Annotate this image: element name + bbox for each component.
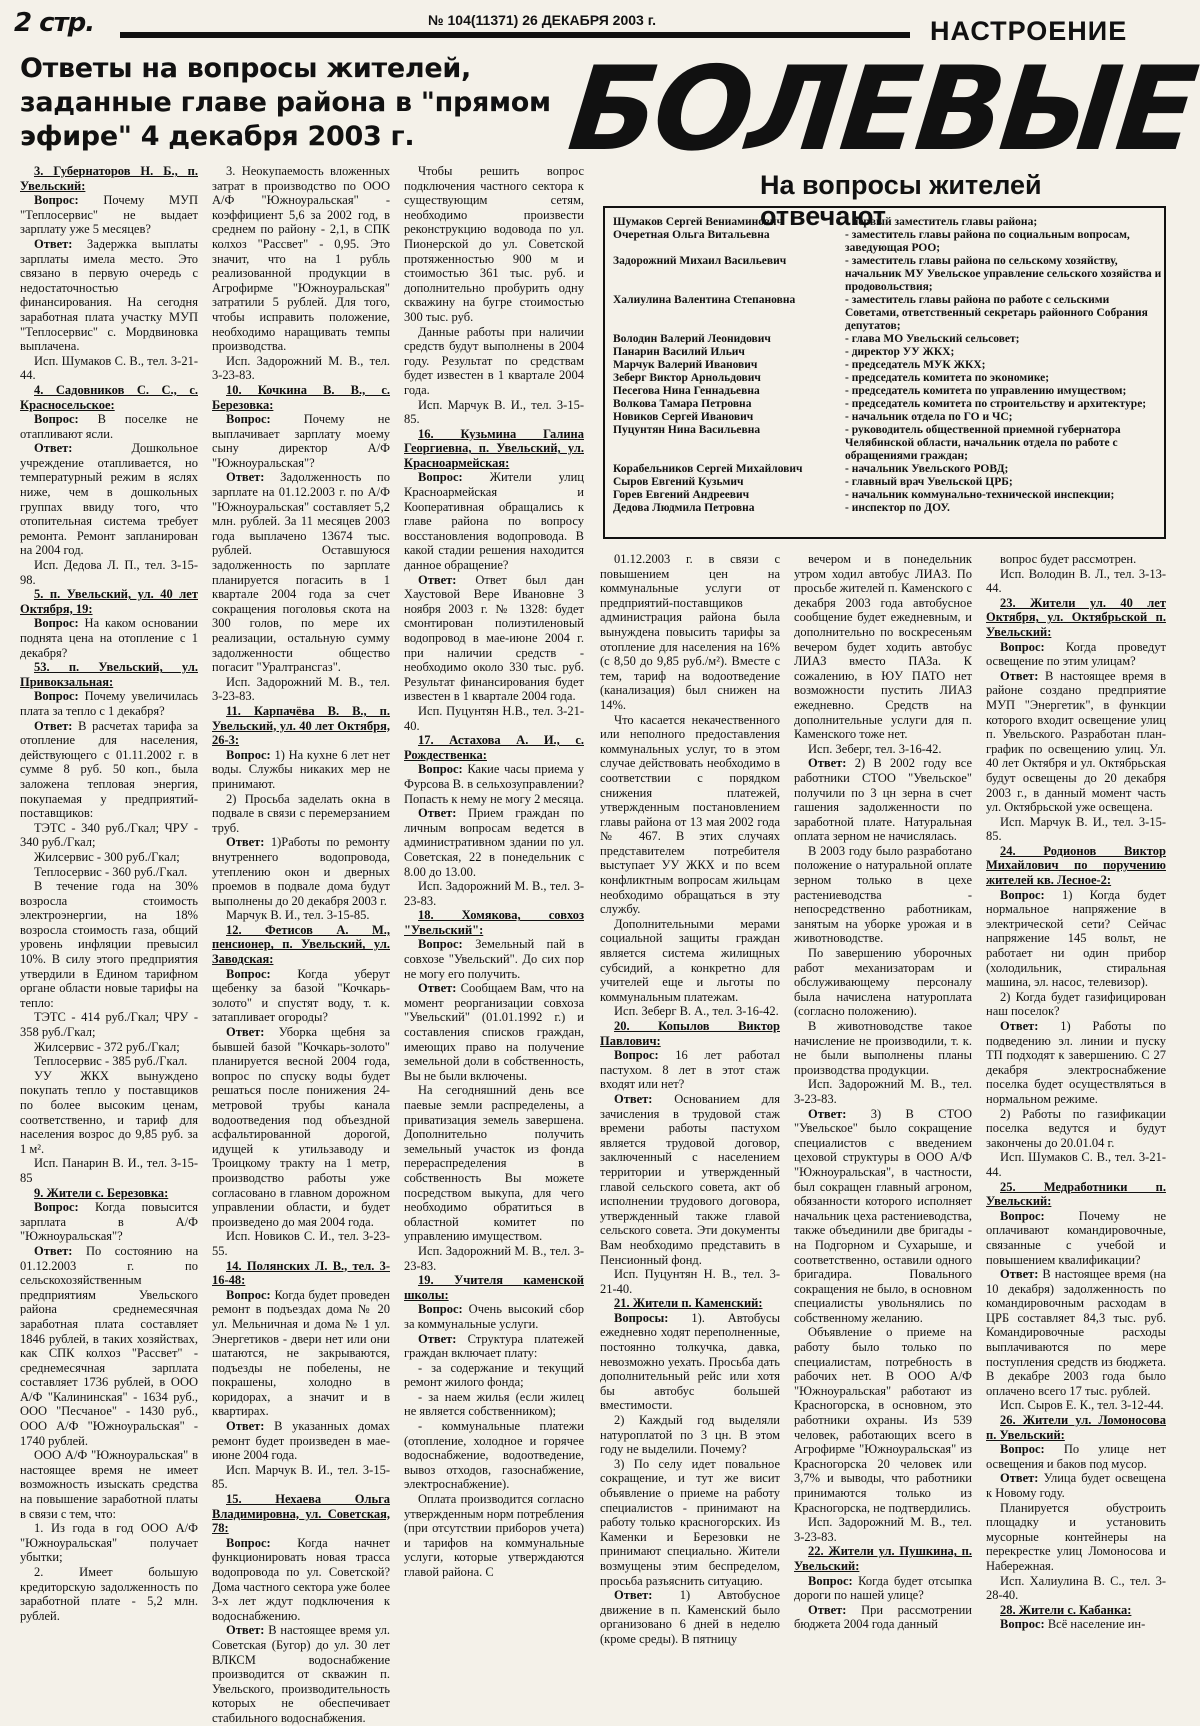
qa-label: Ответ: (418, 572, 457, 587)
qa-label: Ответ: (34, 718, 73, 733)
qa-label: Ответ: (226, 1623, 265, 1638)
responders-box (603, 206, 1166, 539)
qa-label: Ответ: (418, 981, 457, 996)
responder-role: - главный врач Увельской ЦРБ; (845, 476, 1013, 488)
qa-label: Ответ: (226, 1419, 265, 1434)
qa-paragraph (404, 573, 584, 704)
question-author: 16. Кузьмина Галина Георгиевна, п. Увельский, ул. Красноармейская: (404, 426, 584, 470)
paragraph: Марчук В. И., тел. 3-15-85. (226, 908, 370, 923)
paragraph: 3. Неокупаемость вложенных затрат в производство по ООО А/Ф "Южноуральская" - коэффициент 5,6 за 2002 год, в среднем по району - 2,1, в СПК колхоз "Рассвет" - 0,95. Это значит, что на 1 рубль реализованной продукции в Агрофирме "Южноуральская" затратили 5 рублей. Для того, чтобы исправить положение, необходимо наращивать темпы производства. (212, 164, 390, 354)
paragraph: Чтобы решить вопрос подключения частного сектора к существующим сетям, необходимо произвести реконструкцию водовода по ул. Пионерской до ул. Советской протяженностью 900 м и стоимостью 361 тыс. руб. и дополнительно пробурить одну скважину на бугре стоимостью 300 тыс. руб. (404, 164, 584, 324)
qa-text: Когда начнет функционировать новая трасса водопровода по ул. Советской? Дома частного сектора уже более 3-х лет ждут подключения к водоснабжению. (212, 1535, 390, 1623)
question-author: 12. Фетисов А. М., пенсионер, п. Увельский, ул. Заводская: (212, 922, 390, 967)
paragraph: ТЭТС - 414 руб./Гкал; ЧРУ - 358 руб./Гкал; (20, 1010, 198, 1040)
qa-paragraph (600, 1048, 780, 1092)
paragraph: Исп. Шумаков С. В., тел. 3-21-44. (986, 1150, 1166, 1179)
paragraph: На сегодняшний день все паевые земли распределены, а приватизация земель завершена. Дополнительно получить земельный участок из фонда перераспределения в собственность Вы можете посредством выкупа, для чего необходимо обратиться в областной комитет по управлению имуществом. (404, 1083, 584, 1244)
responder-name: Волкова Тамара Петровна (613, 398, 752, 410)
rubric-title: НАСТРОЕНИЕ (930, 16, 1128, 46)
qa-paragraph (20, 441, 198, 558)
qa-paragraph (212, 835, 390, 908)
qa-paragraph (212, 412, 390, 470)
question-author: 19. Учителя каменской школы: (404, 1273, 584, 1302)
qa-paragraph (212, 1536, 390, 1624)
qa-text: Почему не оплачивают командировочные, связанные с учебой и повышением квалификации? (986, 1208, 1166, 1267)
qa-text: Когда повысится зарплата в А/Ф "Южноуральская"? (20, 1200, 198, 1244)
qa-label: Вопрос: (1000, 1208, 1045, 1223)
question-author: 25. Медработники п. Увельский: (986, 1179, 1166, 1209)
responder-name: Очеретная Ольга Витальевна (613, 229, 770, 241)
qa-paragraph (600, 1311, 780, 1413)
qa-paragraph (404, 1332, 584, 1361)
qa-text: 3) В СТОО "Увельское" было сокращение специалистов с введением цеховой структуры в ООО А/Ф "Южноуральская", в частности, был сокращен главный агроном, обязанности которого исполняет начальник цеха растениеводства, также объединили две бригады - на Подгорном и Сухарыше, и соответственно, оставили одного бригадира. Повального сокращения не было, в основном специалисты увольнялись по собственному желанию. (794, 1106, 972, 1325)
qa-paragraph (212, 1419, 390, 1463)
qa-label: Вопрос: (418, 1302, 463, 1317)
text-column-4 (600, 552, 780, 1656)
qa-text: 1). Автобусы ежедневно ходят переполненные, постоянно толкучка, давка, невозможно уехать. Просьба дать дополнительный рейс или хотя бы автобус большей вместимости. (600, 1310, 780, 1413)
qa-label: Вопрос: (226, 412, 271, 427)
qa-label: Ответ: (34, 441, 73, 456)
question-author: 14. Полянских Л. В., тел. 3-16-48: (212, 1258, 390, 1288)
paragraph: В животноводстве такое начисление не производили, т. к. не были выполнены планы производства продукции. (794, 1019, 972, 1077)
text-column-6 (986, 552, 1166, 1656)
qa-label: Вопрос: (226, 966, 271, 981)
paragraph: Исп. Зеберг В. А., тел. 3-16-42. (614, 1004, 779, 1019)
qa-text: В указанных домах ремонт будет произведен в мае-июне 2004 года. (212, 1419, 390, 1463)
question-author: 4. Садовников С. С., с. Красносельское: (20, 382, 198, 412)
qa-text: Когда проведут освещение по этим улицам? (986, 639, 1166, 669)
qa-paragraph (212, 1288, 390, 1419)
responders-subhead: На вопросы жителей отвечают (760, 170, 1042, 231)
qa-text: При рассмотрении бюджета 2004 года данный (794, 1602, 972, 1632)
issue-info: № 104(11371) 26 ДЕКАБРЯ 2003 г. (428, 12, 657, 28)
paragraph: Исп. Задорожний М. В., тел. 3-23-83. (212, 353, 390, 383)
paragraph: Данные работы при наличии средств будут выполнены в 2004 году. Результат по средствам будет известен в 1 квартале 2004 года. (404, 324, 584, 397)
qa-label: Вопрос: (226, 1287, 271, 1302)
qa-paragraph (20, 719, 198, 821)
qa-paragraph (986, 669, 1166, 815)
qa-text: Почему увеличилась плата за тепло с 1 декабря? (20, 689, 198, 718)
qa-text: В настоящее время в районе создано предприятие МУП "Энергетик", в функции которого входит освещение улиц п. Увельского. Разработан план-график по освещению улиц. Ул. 40 лет Октября и ул. Октябрьская будут освещены до 20 декабря 2003 г., в данный момент часть ул. Октябрьской уже освещена. (986, 668, 1166, 815)
paragraph: 2. Имеет большую кредиторскую задолженность по заработной плате - 5,2 млн. рублей. (20, 1565, 198, 1623)
responder-role: - заместитель главы района по работе с сельскими Советами, ответственный секретарь районного Собрания депутатов; (845, 294, 1148, 332)
qa-text: Когда уберут щебенку за базой "Кочкарь-золото" и спустят воду, т. к. затапливает огороды? (212, 966, 390, 1025)
qa-text: 1) Работы по подведению эл. линии и пуску ТП подходят к завершению. С 27 декабря электроснабжение поселка будет осуществляться в нормальном режиме. (986, 1019, 1166, 1106)
qa-text: Почему МУП "Теплосервис" не выдает зарплату уже 5 месяцев? (20, 193, 198, 237)
qa-label: Вопрос: (226, 1535, 271, 1550)
qa-label: Ответ: (34, 236, 73, 251)
paragraph: Исп. Дедова Л. П., тел. 3-15-98. (20, 558, 198, 587)
qa-paragraph (20, 412, 198, 441)
responder-name: Песегова Нина Геннадьевна (613, 385, 760, 397)
qa-paragraph (212, 1623, 390, 1725)
qa-label: Ответ: (1000, 1471, 1039, 1486)
qa-label: Ответ: (1000, 1267, 1039, 1282)
question-author: 17. Астахова А. И., с. Рождественка: (404, 733, 584, 762)
paragraph: Исп. Пуцунтян Н. В., тел. 3-21-40. (600, 1267, 780, 1296)
qa-paragraph (404, 937, 584, 981)
qa-text: Задолженность по зарплате на 01.12.2003 г. по А/Ф "Южноуральская" составляет 5,2 млн. рублей. За 11 месяцев 2003 года выплачено 13674 тыс. рублей. Оставшуюся задолженность по зарплате планируется погасить в 1 квартале 2004 года за счет сокращения поголовья скота на 300 голов, по мере их реализации, остальную сумму задолженности общество погасит "Уралтрансгаз". (212, 470, 390, 675)
qa-text: 1) Когда будет нормальное напряжение в электрической сети? Сейчас напряжение 145 вольт, не работает ни один прибор (холодильник, стиральная машина, эл. насос, телевизор). (986, 887, 1166, 990)
paragraph: Исп. Задорожний М. В., тел. 3-23-83. (794, 1515, 972, 1544)
qa-text: Почему не выплачивает зарплату моему сыну директор А/Ф "Южноуральская"? (212, 412, 390, 470)
question-author: 53. п. Увельский, ул. Привокзальная: (20, 660, 198, 689)
responder-role: - председатель комитета по экономике; (845, 372, 1050, 384)
paragraph: 2) Каждый год выделяли натуроплатой по 3 цн. В этом году не выделили. Почему? (600, 1413, 780, 1457)
paragraph: Исп. Задорожний М. В., тел. 3-23-83. (404, 1243, 584, 1273)
responder-name: Пуцунтян Нина Васильевна (613, 424, 761, 436)
qa-text: 1)Работы по ремонту внутреннего водопровода, утеплению окон и дверных проемов в подвале дома будут выполнены до 20 декабря 2003 г. (212, 835, 390, 908)
paragraph: - за содержание и текущий ремонт жилого фонда; (404, 1360, 584, 1390)
paragraph: 2) Просьба заделать окна в подвале в связи с перемерзанием труб. (212, 791, 390, 835)
qa-text: Всё население ин- (1044, 1617, 1146, 1632)
qa-paragraph (20, 1200, 198, 1244)
qa-label: Вопрос: (34, 616, 79, 631)
paragraph: 3) По селу идет повальное сокращение, и тут же висит объявление о приеме на работу специалистов - принимают на работу только красногорских. Из Каменки и Березовки не принимают специально. Жители возмущены этим беспределом, просьба разъяснить ситуацию. (600, 1456, 780, 1588)
paragraph: Теплосервис - 360 руб./Гкал. (34, 864, 188, 879)
paragraph: Исп. Шумаков С. В., тел. 3-21-44. (20, 353, 198, 383)
responder-role: - начальник коммунально-технической инспекции; (845, 489, 1115, 501)
qa-paragraph (404, 762, 584, 806)
qa-text: Задержка выплаты зарплаты имела место. Это связано в первую очередь с недостаточностью финансирования. На сегодня заработная плата участку МУП "Теплосервис" с. Мордвиновка выплачена. (20, 236, 198, 354)
paragraph: вопрос будет рассмотрен. (1000, 552, 1137, 566)
responder-name: Марчук Валерий Иванович (613, 359, 758, 371)
responder-name: Шумаков Сергей Вениаминович (613, 216, 784, 228)
paragraph: По завершению уборочных работ механизаторам и обслуживающему персоналу была начислена натуроплата (согласно положению). (794, 946, 972, 1019)
paragraph: Исп. Марчук В. И., тел. 3-15-85. (986, 814, 1166, 844)
qa-label: Ответ: (34, 1243, 73, 1258)
question-author: 21. Жители п. Каменский: (614, 1296, 763, 1311)
paragraph: 1. Из года в год ООО А/Ф "Южноуральская" получает убытки; (20, 1521, 198, 1565)
responder-role: - председатель комитета по строительству и архитектуре; (845, 398, 1147, 410)
qa-paragraph (404, 1302, 584, 1331)
qa-label: Вопрос: (34, 412, 79, 427)
qa-paragraph (600, 1588, 780, 1646)
qa-paragraph (794, 1574, 972, 1603)
responder-name: Володин Валерий Леонидович (613, 333, 771, 345)
paragraph: В 2003 году было разработано положение о натуральной оплате зерном только в цехе растениеводства - непосредственно работникам, занятым на уборке урожая и в животноводстве. (794, 843, 972, 946)
qa-label: Вопрос: (226, 747, 271, 762)
qa-text: Улица будет освещена к Новому году. (986, 1471, 1166, 1500)
paragraph: - коммунальные платежи (отопление, холодное и горячее водоснабжение, водоотведение, вывоз отходов, газоснабжение, электроснабжение). (404, 1419, 584, 1492)
qa-text: 16 лет работал пастухом. 8 лет в этот стаж входят или нет? (600, 1048, 780, 1092)
question-author: 15. Нехаева Ольга Владимировна, ул. Советская, 78: (212, 1492, 390, 1536)
qa-text: Структура платежей граждан включает плату: (404, 1331, 584, 1361)
qa-text: Жители улиц Красноармейская и Кооперативная обращались к главе района по вопросу восстановления водопровода. В какой стадии решения находится данное обращение? (404, 470, 584, 573)
qa-text: В настоящее время (на 10 декабря) задолженность по командировочным расходам в ЦРБ составляет 84,3 тыс. руб. Командировочные расходы выплачиваются по мере поступления средств из бюджета. В декабре 2003 года было оплачено всего 17 тыс. рублей. (986, 1267, 1166, 1398)
qa-paragraph (794, 1107, 972, 1326)
qa-label: Ответ: (418, 806, 457, 821)
qa-label: Вопрос: (418, 470, 463, 485)
qa-label: Вопросы: (614, 1310, 669, 1325)
qa-paragraph (600, 1092, 780, 1267)
paragraph: Планируется обустроить площадку и установить мусорные контейнеры на перекрестке улиц Ломоносова и Набережная. (986, 1500, 1166, 1573)
paragraph: 01.12.2003 г. в связи с повышением цен на коммунальные услуги от предприятий-поставщиков администрация района была вынуждена повысить тарифы за отопление для населения на 16% (с 8,50 до 9,85 руб./м²). Вместе с тем, тариф на водоотведение (канализация) был снижен на 14%. (600, 552, 780, 712)
qa-paragraph (794, 756, 972, 844)
paragraph: В течение года на 30% возросла стоимость электроэнергии, на 18% возросла стоимость газа, общий уровень инфляции превысил 10%. В силу этого предприятия утвердили в Едином тарифном органе области новые тарифы на тепло: (20, 879, 198, 1010)
paragraph: Исп. Халиулина В. С., тел. 3-28-40. (986, 1573, 1166, 1603)
paragraph: Что касается некачественного или неполного предоставления коммунальных услуг, то в этом случае действовать необходимо в соответствии с порядком снижения платежей, утвержденным постановлением главы района от 13 мая 2002 года № 467. В этих случаях представителем потребителя выступает УУ ЖКХ и по всем конфликтным вопросам жильцам необходимо обращаться в эту службу. (600, 712, 780, 917)
responder-role: - первый заместитель главы района; (845, 216, 1038, 228)
paragraph: Исп. Марчук В. И., тел. 3-15-85. (212, 1462, 390, 1492)
qa-text: В расчетах тарифа за отопление для населения, действующего с 01.11.2002 г. в сумме 8 руб. 50 коп., была заложена тепловая энергия, покупаемая у предприятий-поставщиков: (20, 718, 198, 821)
question-author: 10. Кочкина В. В., с. Березовка: (212, 382, 390, 412)
responder-name: Задорожний Михаил Васильевич (613, 255, 787, 267)
text-column-2 (212, 164, 390, 1725)
qa-paragraph (212, 1025, 390, 1229)
responder-name: Халиулина Валентина Степановна (613, 294, 796, 306)
responder-name: Зеберг Виктор Арнольдович (613, 372, 761, 384)
qa-label: Ответ: (808, 756, 847, 771)
paragraph: 2) Когда будет газифицирован наш поселок? (986, 989, 1166, 1019)
responder-role: - директор УУ ЖКХ; (845, 346, 955, 358)
qa-text: На каком основании поднята цена на отопление с 1 декабря? (20, 616, 198, 660)
qa-text: 1) На кухне 6 лет нет воды. Службы никаких мер не принимают. (212, 747, 390, 791)
qa-label: Ответ: (614, 1588, 653, 1603)
qa-label: Вопрос: (418, 937, 463, 952)
qa-text: В поселке не отапливают ясли. (20, 412, 198, 441)
question-author: 23. Жители ул. 40 лет Октября, ул. Октябрьской п. Увельский: (986, 595, 1166, 639)
responder-role: - заместитель главы района по социальным вопросам, заведующая РОО; (845, 229, 1130, 254)
paragraph: Жилсервис - 300 руб./Гкал; (34, 849, 180, 864)
paragraph: - за наем жилья (если жилец не является собственником); (404, 1389, 584, 1419)
qa-label: Вопрос: (808, 1573, 853, 1588)
text-column-5 (794, 552, 972, 1656)
masthead-title: БОЛЕВЫЕ (562, 42, 1200, 177)
qa-label: Вопрос: (1000, 1617, 1045, 1632)
responder-role: - председатель комитета по управлению имуществом; (845, 385, 1127, 397)
paragraph: Исп. Сыров Е. К., тел. 3-12-44. (1000, 1398, 1164, 1413)
qa-paragraph (20, 1244, 198, 1448)
qa-paragraph (404, 806, 584, 879)
qa-paragraph (20, 237, 198, 354)
qa-paragraph (986, 1471, 1166, 1500)
responder-name: Дедова Людмила Петровна (613, 502, 755, 514)
qa-label: Ответ: (226, 835, 265, 850)
paragraph: Исп. Задорожний М. В., тел. 3-23-83. (794, 1077, 972, 1106)
qa-text: Основанием для зачисления в трудовой стаж времени работы пастухом является трудовой договор, заключенный с населением территории и утвержденный главой сельского совета, акт об исполнении трудового договора, утвержденный также главой сельского совета. Эти документы Вам необходимо представить в Пенсионный фонд. (600, 1091, 780, 1267)
text-column-1 (20, 164, 198, 1654)
qa-text: Земельный пай в совхозе "Увельский". До сих пор не могу его получить. (404, 937, 584, 981)
qa-label: Ответ: (808, 1602, 847, 1617)
paragraph: Оплата производится согласно утвержденным норм потребления (при отсутствии приборов учета) и тарифов на коммунальные услуги, которые утверждаются главой района. С (404, 1492, 584, 1579)
qa-paragraph (986, 640, 1166, 669)
question-author: 5. п. Увельский, ул. 40 лет Октября, 19: (20, 587, 198, 616)
article-headline: Ответы на вопросы жителей, заданные главе района в "прямом эфире" 4 декабря 2003 г. (20, 53, 551, 152)
qa-text: По состоянию на 01.12.2003 г. по сельскохозяйственным предприятиям Увельского района среднемесячная заработная плата составляет 1846 рублей, в таких хозяйствах, как СПК колхоз "Рассвет" - среднемесячная зарплата составляет 1736 рублей, в ООО А/Ф "Калининская" - 1634 руб., ООО "Песчаное" - 1430 руб., ООО А/Ф "Южноуральская" - 1740 рублей. (20, 1243, 198, 1448)
page-number: 2 стр. (14, 8, 95, 38)
paragraph: Теплосервис - 385 руб./Гкал. (34, 1054, 188, 1069)
qa-label: Ответ: (418, 1331, 457, 1346)
qa-paragraph (986, 1019, 1166, 1107)
responder-role: - начальник отдела по ГО и ЧС; (845, 411, 1013, 423)
paragraph: 2) Работы по газификации поселка ведутся и будут закончены до 20.01.04 г. (986, 1106, 1166, 1150)
paragraph: Жилсервис - 372 руб./Гкал; (34, 1039, 180, 1054)
qa-label: Ответ: (1000, 1019, 1039, 1033)
qa-text: Ответ был дан Хаустовой Вере Ивановне 3 ноября 2003 г. № 1328: будет смонтирован полиэтиленовый водопровод в мае-июне 2004 г. при наличии средств - необходимо около 330 тыс. руб. Результат финансирования будет известен в 1 квартале 2004 года. (404, 572, 584, 704)
qa-paragraph (212, 470, 390, 674)
text-column-3 (404, 164, 584, 1654)
qa-text: Когда будет проведен ремонт в подъездах дома № 20 ул. Мельничная и дома № 1 ул. Энергетиков - двери нет или они шатаются, не закрываются, подъезды не побелены, не покрашены, холодно в коридорах, а значит и в квартирах. (212, 1287, 390, 1419)
qa-paragraph (986, 888, 1166, 990)
qa-label: Ответ: (226, 470, 265, 485)
qa-paragraph (20, 689, 198, 718)
question-author: 22. Жители ул. Пушкина, п. Увельский: (794, 1544, 972, 1573)
responder-role: - начальник Увельского РОВД; (845, 463, 1009, 475)
responder-name: Горев Евгений Андреевич (613, 489, 750, 501)
qa-label: Ответ: (226, 1025, 265, 1040)
question-author: 28. Жители с. Кабанка: (1000, 1602, 1132, 1617)
paragraph: Исп. Панарин В. И., тел. 3-15-85 (20, 1156, 198, 1185)
qa-text: Очень высокий сбор за коммунальные услуги. (404, 1302, 584, 1331)
qa-text: 2) В 2002 году все работники СТОО "Увельское" получили по 3 цн зерна в счет гашения задолженности по заработной плате. Натуральная оплата зерном не начислялась. (794, 756, 972, 844)
qa-text: 1) Автобусное движение в п. Каменский было организовано 6 дней в неделю (кроме среды). В пятницу (600, 1588, 780, 1646)
qa-label: Вопрос: (34, 689, 79, 704)
paragraph: Исп. Пуцунтян Н.В., тел. 3-21-40. (404, 703, 584, 733)
qa-text: По улице нет освещения и баков под мусор. (986, 1442, 1166, 1471)
qa-label: Вопрос: (1000, 1442, 1045, 1457)
paragraph: ТЭТС - 340 руб./Гкал; ЧРУ - 340 руб./Гкал; (20, 820, 198, 850)
question-author: 24. Родионов Виктор Михайлович по поручению жителей кв. Лесное-2: (986, 843, 1166, 888)
qa-paragraph (20, 193, 198, 237)
responder-name: Панарин Василий Ильич (613, 346, 745, 358)
responder-name: Корабельников Сергей Михайлович (613, 463, 803, 475)
qa-paragraph (794, 1603, 972, 1632)
qa-paragraph (404, 470, 584, 572)
qa-text: В настоящее время ул. Советская (Бугор) до ул. 30 лет ВЛКСМ водоснабжение производится от скважин п. Увельского, производительность которых не обеспечивает стабильного водоснабжения. (212, 1623, 390, 1725)
paragraph: Дополнительными мерами социальной защиты граждан является система жилищных субсидий, а конкретно для учителей еще и льготы по коммунальным платежам. (600, 916, 780, 1004)
paragraph: ООО А/Ф "Южноуральская" в настоящее время не имеет возможность изыскать средства на повышение заработной платы в связи с тем, что: (20, 1448, 198, 1521)
paragraph: Исп. Зеберг, тел. 3-16-42. (808, 741, 942, 756)
qa-paragraph (986, 1617, 1166, 1632)
qa-text: Сообщаем Вам, что на момент реорганизации совхоза "Увельский" (01.01.1992 г.) и составления списков граждан, имеющих право на получение земельной доли в собственность, Вы не были включены. (404, 981, 584, 1083)
responder-role: - инспектор по ДОУ. (845, 502, 950, 514)
paragraph: Исп. Новиков С. И., тел. 3-23-55. (212, 1229, 390, 1258)
qa-label: Вопрос: (1000, 639, 1045, 654)
question-author: 20. Копылов Виктор Павлович: (600, 1019, 780, 1048)
qa-label: Вопрос: (418, 762, 463, 777)
qa-label: Ответ: (614, 1091, 653, 1106)
question-author: 26. Жители ул. Ломоносова п. Увельский: (986, 1413, 1166, 1442)
responder-name: Сыров Евгений Кузьмич (613, 476, 744, 488)
qa-text: Прием граждан по личным вопросам ведется в административном здании по ул. Советская, 22 в понедельник с 8.00 до 13.00. (404, 806, 584, 879)
responder-role: - руководитель общественной приемной губернатора Челябинской области, начальник отдела по работе с обращениями граждан; (845, 424, 1121, 462)
question-author: 11. Карпачёва В. В., п. Увельский, ул. 40 лет Октября, 26-3: (212, 703, 390, 748)
qa-label: Вопрос: (34, 193, 79, 208)
qa-paragraph (986, 1267, 1166, 1398)
qa-label: Вопрос: (34, 1200, 79, 1215)
qa-text: Когда будет отсыпка дороги по нашей улице? (794, 1573, 972, 1603)
qa-paragraph (986, 1209, 1166, 1267)
paragraph: УУ ЖКХ вынуждено покупать тепло у поставщиков по более высоким ценам, соответственно, и тариф для населения возрос до 9,85 руб. за 1 м². (20, 1068, 198, 1156)
responder-name: Новиков Сергей Иванович (613, 411, 754, 423)
qa-paragraph (212, 748, 390, 792)
paragraph: Исп. Задорожний М. В., тел. 3-23-83. (212, 674, 390, 704)
question-author: 9. Жители с. Березовка: (34, 1185, 169, 1200)
header-rule (120, 32, 910, 38)
qa-label: Ответ: (1000, 668, 1039, 683)
qa-text: Дошкольное учреждение отапливается, но температурный режим в яслях ниже, чем в дошкольных группах ввиду того, что отопительная система требует ремонта. Ремонт запланирован на 2004 год. (20, 441, 198, 558)
paragraph: Исп. Задорожний М. В., тел. 3-23-83. (404, 879, 584, 908)
qa-paragraph (404, 981, 584, 1083)
paragraph: вечером и в понедельник утром ходил автобус ЛИАЗ. По просьбе жителей п. Каменского с декабря 2003 года автобусное сообщение будет ежедневным, и дополнительно по воскресеньям вечером будет ходить автобус ЛИАЗ вместо ПАЗа. К сожалению, в ЮУ ПАТО нет возможности пустить ЛИАЗ ежедневно. Средств на дополнительные услуги для п. Каменского тоже нет. (794, 552, 972, 742)
qa-label: Вопрос: (614, 1048, 659, 1063)
qa-label: Ответ: (808, 1106, 847, 1121)
qa-text: Какие часы приема у Фурсова В. в сельхозуправлении? Попасть к нему не могу 2 месяца. (404, 762, 584, 806)
qa-paragraph (20, 616, 198, 660)
responder-role: - председатель МУК ЖКХ; (845, 359, 986, 371)
qa-label: Вопрос: (1000, 887, 1045, 902)
responder-role: - глава МО Увельский сельсовет; (845, 333, 1020, 345)
paragraph: Исп. Володин В. Л., тел. 3-13-44. (986, 566, 1166, 596)
qa-text: Уборка щебня за бывшей базой "Кочкарь-золото" планируется весной 2004 года, вопрос по спуску воды будет решаться после понижения 24-метровой трубы канала водоотведения под объездной асфальтированной дорогой, идущей к утильзаводу и Троицкому тракту на 1 метр, производство работы уже согласовано в главном дорожном управлении области, и будет произведено до мая 2004 года. (212, 1025, 390, 1229)
question-author: 3. Губернаторов Н. Б., п. Увельский: (20, 164, 198, 193)
paragraph: Объявление о приеме на работу было только по специалистам, потребность в рабочих нет. В ООО А/Ф "Южноуральская" работают из Красногорска, в основном, это работники охраны. Из 539 человек, работающих всего в Агрофирме "Южноуральская" из Красногорска 20 человек или 3,7% и выводы, что работники принимаются только из Красногорска, не подтвердились. (794, 1325, 972, 1515)
question-author: 18. Хомякова, совхоз "Увельский": (404, 908, 584, 937)
qa-paragraph (986, 1442, 1166, 1471)
paragraph: Исп. Марчук В. И., тел. 3-15-85. (404, 397, 584, 427)
responder-role: - заместитель главы района по сельскому хозяйству, начальник МУ Увельское управление сельского хозяйства и продовольствия; (845, 255, 1162, 293)
qa-paragraph (212, 967, 390, 1025)
